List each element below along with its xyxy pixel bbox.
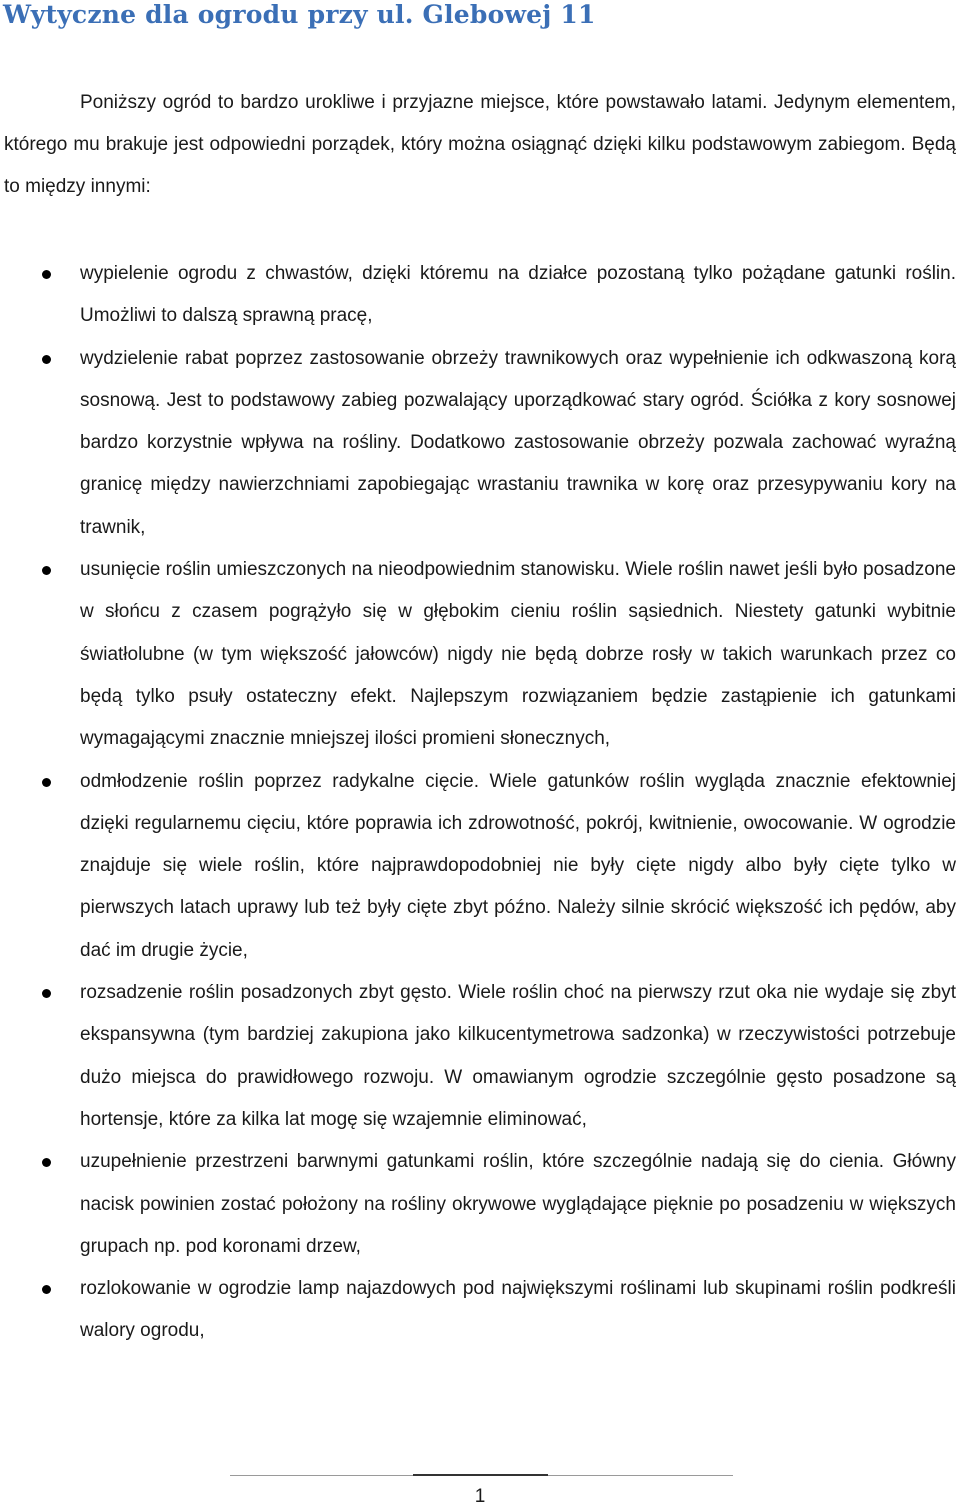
list-item-text: wydzielenie rabat poprzez zastosowanie obrzeży trawnikowych oraz wypełnienie ich odkwaszoną korą sosnową. Jest to podstawowy zabieg pozwalający uporządkować stary ogród. Ściółka z kory sosnowej bardzo korzystnie wpływa na rośliny. Dodatkowo zastosowanie obrzeży pozwala zachować wyraźną granicę między nawierzchniami zapobiegając wrastaniu trawnika w korę oraz przesypywaniu kory na trawnik, bbox=[80, 347, 956, 538]
list-item bbox=[80, 1268, 956, 1353]
footer-divider-accent bbox=[413, 1474, 548, 1476]
list-item bbox=[80, 253, 956, 338]
bullet-icon bbox=[42, 989, 51, 998]
bullet-icon bbox=[42, 566, 51, 575]
list-item-text: usunięcie roślin umieszczonych na nieodpowiednim stanowisku. Wiele roślin nawet jeśli było posadzone w słońcu z czasem pogrążyło się w głębokim cieniu roślin sąsiednich. Niestety gatunki wybitnie światłolubne (w tym większość jałowców) nigdy nie będą dobrze rosły w takich warunkach przez co będą tylko psuły ostateczny efekt. Najlepszym rozwiązaniem będzie zastąpienie ich gatunkami wymagającymi znacznie mniejszej ilości promieni słonecznych, bbox=[80, 559, 956, 750]
list-item-text: uzupełnienie przestrzeni barwnymi gatunkami roślin, które szczególnie nadają się do cienia. Główny nacisk powinien zostać położony na rośliny okrywowe wyglądające pięknie po posadzeniu w większych grupach np. pod koronami drzew, bbox=[80, 1151, 956, 1257]
bullet-icon bbox=[42, 1158, 51, 1167]
list-item bbox=[80, 338, 956, 549]
page-number: 1 bbox=[474, 1486, 486, 1507]
list-item-text: wypielenie ogrodu z chwastów, dzięki któremu na działce pozostaną tylko pożądane gatunki roślin. Umożliwi to dalszą sprawną pracę, bbox=[80, 263, 956, 327]
list-item bbox=[80, 549, 956, 760]
bullet-list bbox=[0, 253, 956, 1353]
list-item-text: rozsadzenie roślin posadzonych zbyt gęsto. Wiele roślin choć na pierwszy rzut oka nie wydaje się zbyt ekspansywna (tym bardziej zakupiona jako kilkucentymetrowa sadzonka) w rzeczywistości potrzebuje dużo miejsca do prawidłowego rozwoju. W omawianym ogrodzie szczególnie gęsto posadzone są hortensje, które za kilka lat mogę się wzajemnie eliminować, bbox=[80, 982, 956, 1130]
list-item-text: rozlokowanie w ogrodzie lamp najazdowych pod największymi roślinami lub skupinami roślin podkreśli walory ogrodu, bbox=[80, 1278, 956, 1342]
bullet-icon bbox=[42, 778, 51, 787]
list-item bbox=[80, 1141, 956, 1268]
intro-paragraph: Poniższy ogród to bardzo urokliwe i przyjazne miejsce, które powstawało latami. Jedynym elementem, którego mu brakuje jest odpowiedni porządek, który można osiągnąć dzięki kilku podstawowym zabiegom. Będą to między innymi: bbox=[4, 92, 956, 197]
list-item bbox=[80, 761, 956, 972]
page-title: Wytyczne dla ogrodu przy ul. Glebowej 11 bbox=[3, 0, 596, 29]
bullet-icon bbox=[42, 1285, 51, 1294]
list-item-text: odmłodzenie roślin poprzez radykalne cięcie. Wiele gatunków roślin wygląda znacznie efektowniej dzięki regularnemu cięciu, które poprawia ich zdrowotność, pokrój, kwitnienie, owocowanie. W ogrodzie znajduje się wiele roślin, które najprawdopodobniej nie były cięte nigdy albo były cięte tylko w pierwszych latach uprawy lub też były cięte zbyt późno. Należy silnie skrócić większość ich pędów, aby dać im drugie życie, bbox=[80, 770, 956, 961]
bullet-icon bbox=[42, 355, 51, 364]
bullet-icon bbox=[42, 270, 51, 279]
list-item bbox=[80, 972, 956, 1141]
